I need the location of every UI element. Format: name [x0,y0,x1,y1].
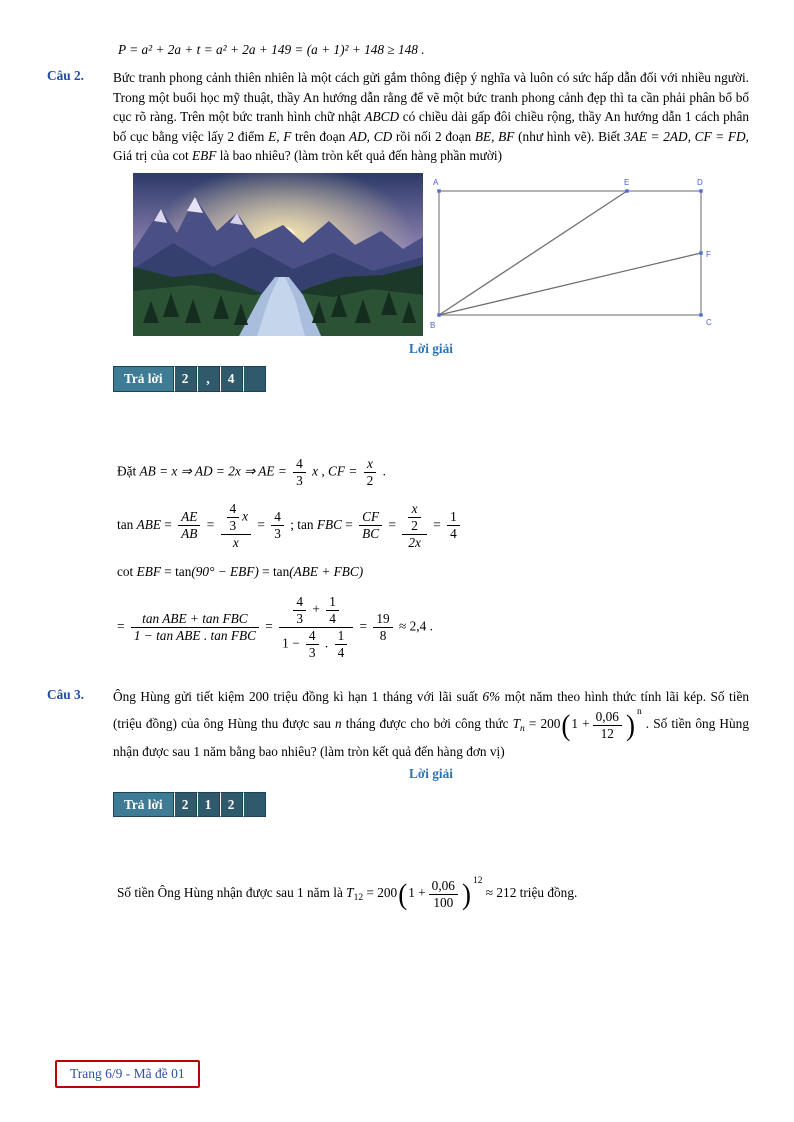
question-3-label: Câu 3. [47,686,84,702]
q2-math-run: E, F [268,128,292,144]
formula-p: P = a² + 2a + t = a² + 2a + 149 = (a + 1)² + 148 ≥ 148 . [118,42,425,57]
question-2-label: Câu 2. [47,68,84,83]
answer-label: Trả lời [113,792,174,818]
q3-math-run: n [335,716,342,732]
q2-math-run: 3AE = 2AD, CF = FD [623,128,746,144]
equals: = [206,516,215,532]
fraction: $\frac{1}{4}$ [447,509,460,542]
diagram-label-D: D [697,177,703,187]
equals: = [388,516,396,532]
q2-sol-line-4 [117,594,749,661]
math-run: ABE [136,516,165,532]
q2-math-run: BE, BF [474,128,515,144]
fraction: $\frac{4}{3}$ [293,456,306,489]
math-fn: cot [117,564,137,580]
question-3-text [113,687,749,761]
fraction: $\frac{x}{2}$ [364,456,377,489]
solution-heading-q2: Lời giải [409,340,453,356]
geometry-diagram [429,173,721,333]
fraction: $\frac{CF}{BC}$ [359,509,382,542]
equals: = [265,618,273,634]
text-run: triệu đồng. [516,885,578,901]
question-2-text [113,68,749,166]
answer-label: Trả lời [113,366,174,392]
fraction: $\frac{4}{3}$ [271,509,284,542]
math-fn: = tan [262,564,290,580]
figures-row [133,173,749,336]
solution-q3 [113,875,749,910]
point-markers [437,189,702,316]
answer-cell: 2 [174,792,197,818]
fraction-nested: $\frac{\frac{x}{2}}{2x}$ [402,501,427,551]
q2-text-run: rồi nối 2 đoạn [392,128,475,144]
equals: = [257,516,265,532]
fraction: $\frac{AE}{AB}$ [178,509,200,542]
q2-sol-line-3 [117,562,749,582]
fraction: $\frac{19}{8}$ [373,611,392,644]
answer-cell [243,792,266,818]
q2-math-run: AD, CD [348,128,393,144]
page-content [47,38,749,923]
diagram-label-B: B [430,320,436,330]
diagram-label-F: F [706,249,711,259]
q3-text-run: một năm theo hình thức tính lãi kép. Số tiền (triệu đồng) của ông Hùng thu được sau [113,688,749,732]
math-run: x , CF = [312,463,358,479]
landscape-painting [133,173,423,336]
text-run: Số tiền Ông Hùng nhận được sau 1 năm là [117,885,347,901]
q2-text-run: , Giá trị của [113,128,749,164]
q3-formula: $T_n = 200(1$ + $\frac{0,06}{12}$ ) $^n$ [512,707,642,742]
answer-cell: 4 [220,366,243,392]
question-3-body [113,687,749,923]
fraction-nested: $\frac{4}{3}$ x x [221,501,252,551]
math-run: FBC [316,516,346,532]
q2-math-run: cot [172,148,193,164]
q2-text-run: có chiều dài gấp đôi chiều rộng, thầy An hướng dẫn 1 cách phân bố cục bằng việc lấy 2 điểm [113,109,749,144]
q2-text-run: là bao nhiêu? (làm tròn kết quả đến hàng phần mười) [216,148,503,164]
fraction: $\frac{\text{tan ABE + tan FBC}}{\text{1 − tan ABE . tan FBC}}$ [131,611,259,644]
q2-sol-line-1 [117,456,749,489]
answer-cell: 2 [174,366,197,392]
fraction: $\frac{0,06}{100}$ [429,878,458,911]
equals: = [345,516,353,532]
solution-heading-q3: Lời giải [409,766,453,782]
math-run: (ABE + FBC) [289,564,364,580]
fraction: $\frac{0,06}{12}$ [593,709,622,742]
equals: = [433,516,441,532]
solution-q2 [113,456,749,661]
answer-box-q2 [113,366,266,392]
q2-text-run: trên đoạn [291,128,349,144]
answer-box-q3 [113,792,266,818]
math-fn: tan [117,516,137,532]
q2-math-run: EBF [192,148,217,164]
rectangle-ABCD [439,191,701,315]
q2-text-run: (như hình vẽ). Biết [514,128,624,144]
q3-text-run: Ông Hùng gửi tiết kiệm 200 triệu đồng kì hạn 1 tháng với lãi suất [113,688,483,704]
answer-cell [243,366,266,392]
diagram-label-E: E [624,177,630,187]
q3-sol-line: Số tiền Ông Hùng nhận được sau 1 năm là $T_{12} = 200(1$ + $\frac{0,06}{100}$ ) $^{12}$ ≈ 212 triệu đồng. [117,876,578,911]
page-footer [55,1060,200,1088]
math-fn: = tan [164,564,192,580]
math-run: AB = x ⇒ AD = 2x ⇒ AE = [139,463,287,479]
segment-BF [439,253,701,315]
answer-cell: , [197,366,220,392]
equals: = [117,618,125,634]
diagram-label-C: C [706,317,712,327]
segment-BE [439,191,627,315]
math-fn: tan [297,516,317,532]
math-run: (90° − EBF) [191,564,259,580]
answer-cell: 1 [197,792,220,818]
equals: = [164,516,172,532]
equals: = [359,618,368,634]
question-3 [47,687,749,923]
q3-math-run: 6% [482,688,501,704]
math-run: EBF [136,564,165,580]
q2-sol-line-2 [117,501,749,551]
answer-cell: 2 [220,792,243,818]
diagram-label-A: A [433,177,439,187]
question-2-body [113,68,749,673]
footer-text: Trang 6/9 - Mã đề 01 [70,1066,185,1081]
q2-text-run: Bức tranh phong cảnh thiên nhiên là một cách gửi gắm thông điệp ý nghĩa và luôn có sức hấp dẫn đối với nhiều người. Trong một buổi học mỹ thuật, thầy An hướng dẫn rằng để vẽ một bức tranh phong cảnh đẹp thì ta cần phải phân bổ bố cục rõ ràng. Trên một bức tranh hình chữ nhật [113,70,749,125]
q2-math-run: ABCD [364,109,400,125]
q3-text-run: . Số tiền ông Hùng nhận được sau 1 năm bằng bao nhiêu? (làm tròn kết quả đến hàng đơn vị) [113,716,749,759]
fraction-nested: $\frac{4}{3}$ + $\frac{1}{4}$ 1 − $\frac{4}{3}$ . $\frac{1}{4}$ [279,594,353,661]
text-run: Đặt [117,463,140,479]
text-run: . [382,463,386,479]
separator: ; [290,516,298,532]
question-2 [47,68,749,673]
text-run: ≈ 2,4 . [399,618,433,634]
q3-text-run: tháng được cho bởi công thức [341,716,513,732]
